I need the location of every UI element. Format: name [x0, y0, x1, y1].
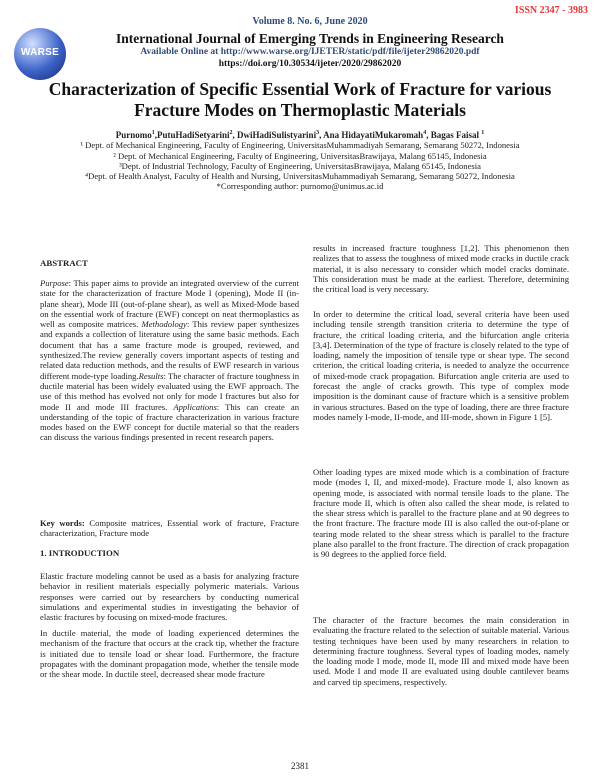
abstract-text	[40, 278, 299, 443]
doi-link[interactable]: https://doi.org/10.30534/ijeter/2020/29862020	[218, 59, 402, 69]
journal-name: International Journal of Emerging Trends in Engineering Research	[116, 31, 504, 46]
author: Ana HidayatiMukaromah	[323, 130, 424, 140]
warse-logo	[14, 28, 66, 80]
section-heading-introduction: 1. INTRODUCTION	[40, 548, 120, 558]
issn: ISSN 2347 - 3983	[514, 5, 588, 16]
intro-paragraph: Other loading types are mixed mode which is a combination of fracture mode (modes I, II, and mixed-mode). Fracture mode I, also known as opening mode, is associated with normal tensile loads to the plane. The fracture mode II, which is often also called the shear mode, is related to the shear stress which is parallel to the fracture plane and at 90 degrees to the front fracture. The fracture mode III is also called the out-of-plane or tearing mode related to the shear stress which is parallel to the fracture plane also parallel to the front fracture. The direction of crack propagation is 90 degrees to the applied force field.	[313, 467, 569, 560]
author-sup: 2	[229, 130, 233, 136]
affiliation: ³Dept. of Industrial Technology, Faculty of Engineering, UniversitasBrawijaya, Malang 65145, Indonesia	[119, 160, 481, 171]
author-sup: 3	[316, 130, 320, 136]
results-text: : The character of fracture toughness in ductile material has been widely evaluated using the EWF approach. The use of this method has evolved not only for mode I fractures but also for mode II and mode III fractures.	[40, 370, 299, 412]
intro-paragraph: The character of the fracture becomes the main consideration in evaluating the fracture related to the selection of suitable material. Various testing techniques have been used by many researchers in relation to determining fracture toughness. Several types of loading modes, namely the loading mode I mode, mode II, mode III and mixed mode have been used. Mode I and mode II are evaluated using double cantilever beams and carved tip specimens, respectively.	[313, 615, 569, 687]
affiliation: ⁴Dept. of Health Analyst, Faculty of Health and Nursing, UniversitasMuhammadiyah Semarang, Semarang 50272, Indonesia	[85, 171, 515, 182]
logo-text: WARSE	[20, 47, 60, 58]
author: Bagas Faisal	[430, 130, 479, 140]
author-list: Purnomo$^1$,PutuHadiSetyarini$^2$, DwiHadiSulistyarini$^3$, Ana HidayatiMukaromah$^4$, Bagas Faisal $^1$	[115, 130, 485, 140]
corresponding-author: *Corresponding author: purnomo@unimus.ac.id	[216, 181, 384, 192]
author: Purnomo	[115, 130, 152, 140]
affiliation: ² Dept. of Mechanical Engineering, Faculty of Engineering, UniversitasBrawijaya, Malang 65145, Indonesia	[113, 150, 487, 161]
keywords-text: Composite matrices, Essential work of fracture, Fracture characterization, Fracture mode	[40, 518, 299, 539]
applications-text: : This can create an understanding of the topic of fracture characterization in various fracture modes based on the EWF concept for ductile material so that the readers can discuss the various findings presented in recent research papers.	[40, 401, 300, 443]
abstract-heading: ABSTRACT	[40, 258, 88, 268]
intro-paragraph: results in increased fracture toughness [1,2]. This phenomenon then realizes that to assess the toughness of mixed mode cracks in ductile crack material, it is also necessary to consider which model cracks dominate. This consideration must be made at the earliest. Therefore, determining the critical load is very necessary.	[313, 243, 569, 295]
intro-paragraph: Elastic fracture modeling cannot be used as a basis for analyzing fracture behavior in resilient materials especially polymeric materials. Various responses were carried out by researchers by conducting numerical simulations and experimental studies in investigating the behavior of elastic fractures by focusing on mixed-mode fractures.	[40, 571, 299, 623]
affiliation: ¹ Dept. of Mechanical Engineering, Faculty of Engineering, UniversitasMuhammadiyah Semarang, Semarang 50272, Indonesia	[80, 140, 520, 151]
author-sup: 1	[151, 130, 155, 136]
methodology-text: : This review paper synthesizes and expands a collection of literature using the same basic methods. Each document that has a same fracture mode is grouped, reviewed, and synthesized.The review generally covers important aspects of testing and related data reduction methods, and the results of EWF research in various different mode-type loading.	[40, 319, 299, 381]
applications-label: Applications	[173, 401, 217, 412]
available-online-link[interactable]: Available Online at http://www.warse.org/IJETER/static/pdf/file/ijeter29862020.pdf	[140, 47, 480, 57]
authors-block	[40, 130, 560, 192]
intro-paragraph: In ductile material, the mode of loading experienced determines the mechanism of the fracture that occurs at the crack tip, whether the fracture is initiated due to tensile load or shear load. Furthermore, the fracture propagates with the dominant propagation mode, whether the tensile mode or the shear mode. In ductile steel, decreased shear mode fracture	[40, 628, 299, 680]
page-number: 2381	[291, 761, 309, 771]
purpose-text: : This paper aims to provide an integrated overview of the current state for the characterization of fracture Mode I (opening), Mode II (in-plane shear), Mode III (out-of-plane shear), as well as Mixed-Mode based on the essential work of fracture (EWF) concept on neat thermoplastics as well as composite matrices.	[40, 278, 299, 330]
intro-paragraph: In order to determine the critical load, several criteria have been used including tensile strength transition criteria to determine the type of fracture, the critical loading criteria, and the bifurcation angle criteria [3,4]. Determination of the type of fracture is closely related to the type of loading, namely the imposition of tensile type or shear type. The second criterion, the critical loading criteria, is needed to analyze the occurrence of mixed-mode crack propagation. Bifurcation angle criteria are used to forecast the angle of cracks growth. This type of complex mode imposition is the dominant cause of fracture which is a sensitive problem in various structures. Based on the type of loading, there are three fracture modes namely I-mode, II-mode, and III-mode, shown in Figure 1 [5].	[313, 309, 569, 422]
results-label: Results	[138, 370, 164, 381]
author-sup: 1	[481, 130, 485, 136]
volume-info: Volume 8. No. 6, June 2020	[252, 16, 368, 27]
paper-title: Characterization of Specific Essential Work of Fracture for various Fracture Modes on Thermoplastic Materials	[48, 79, 552, 120]
purpose-label: Purpose	[40, 278, 69, 288]
keywords	[40, 518, 299, 539]
methodology-label: Methodology	[141, 319, 187, 330]
author: PutuHadiSetyarini	[157, 130, 230, 140]
author: DwiHadiSulistyarini	[237, 130, 317, 140]
author-sup: 4	[423, 130, 427, 136]
keywords-label: Key words:	[40, 518, 85, 528]
